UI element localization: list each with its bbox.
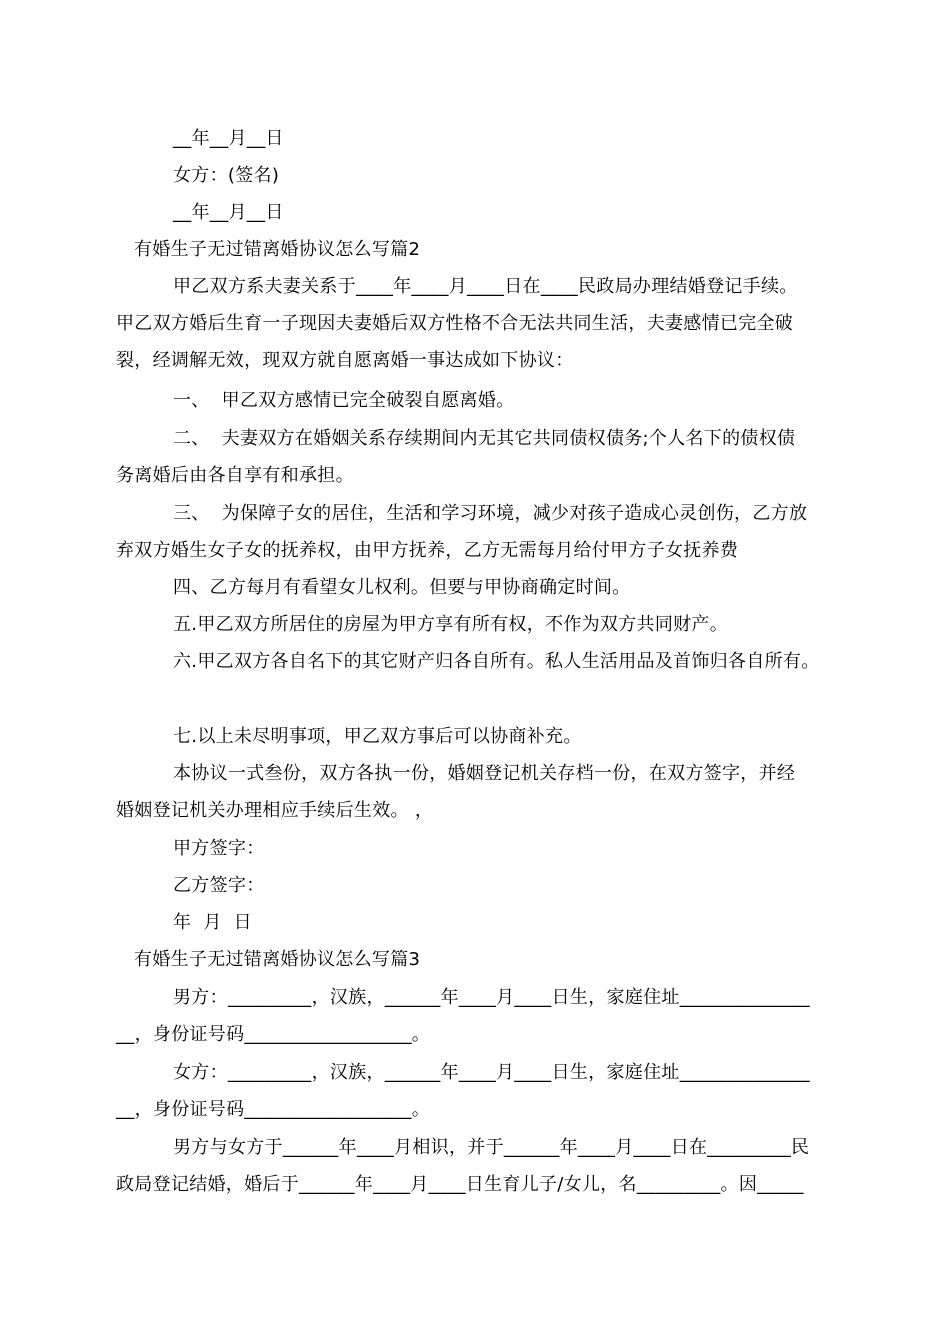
- female-info-line: 女方：_________，汉族，______年____月____日生，家庭住址______________: [173, 1062, 810, 1083]
- paragraph-line: 政局登记结婚，婚后于______年____月____日生育儿子/女儿，名_________。因_____: [116, 1174, 804, 1195]
- clause-1: 一、 甲乙双方感情已完全破裂自愿离婚。: [173, 390, 515, 411]
- clause-2: 二、 夫妻双方在婚姻关系存续期间内无其它共同债权债务;个人名下的债权债: [173, 428, 796, 449]
- signature-date-line: __年__月__日: [173, 202, 284, 223]
- paragraph-line: 婚姻登记机关办理相应手续后生效。 ，: [116, 800, 434, 821]
- clause-7: 七.以上未尽明事项，甲乙双方事后可以协商补充。: [173, 726, 582, 747]
- party-b-signature-line: 乙方签字：: [173, 875, 265, 896]
- date-line: 年 月 日: [173, 912, 252, 933]
- male-info-line-continued: __，身份证号码__________________。: [116, 1024, 431, 1045]
- clause-4: 四、乙方每月有看望女儿权利。但要与甲协商确定时间。: [173, 577, 631, 598]
- section-heading-2: 有婚生子无过错离婚协议怎么写篇2: [134, 239, 421, 260]
- clause-6: 六.甲乙双方各自名下的其它财产归各自所有。私人生活用品及首饰归各自所有。: [173, 651, 820, 672]
- clause-3: 三、 为保障子女的居住，生活和学习环境，减少对孩子造成心灵创伤，乙方放: [173, 503, 808, 524]
- male-info-line: 男方：_________，汉族，______年____月____日生，家庭住址______________: [173, 987, 810, 1008]
- clause-2-continued: 务离婚后由各自享有和承担。: [116, 465, 354, 486]
- paragraph-line: 甲乙双方婚后生育一子现因夫妻婚后双方性格不合无法共同生活，夫妻感情已完全破: [116, 313, 794, 334]
- section-heading-3: 有婚生子无过错离婚协议怎么写篇3: [134, 949, 421, 970]
- paragraph-line: 甲乙双方系夫妻关系于____年____月____日在____民政局办理结婚登记手续。: [173, 276, 798, 297]
- female-signature-line: 女方：(签名): [173, 165, 280, 186]
- paragraph-line: 裂，经调解无效，现双方就自愿离婚一事达成如下协议：: [116, 350, 574, 371]
- female-info-line-continued: __，身份证号码__________________。: [116, 1099, 431, 1120]
- paragraph-line: 男方与女方于______年____月相识，并于______年____月____日在_________民: [173, 1137, 810, 1158]
- clause-3-continued: 弃双方婚生女子女的抚养权，由甲方抚养，乙方无需每月给付甲方子女抚养费: [116, 540, 739, 561]
- clause-5: 五.甲乙双方所居住的房屋为甲方享有所有权，不作为双方共同财产。: [173, 614, 729, 635]
- paragraph-line: 本协议一式叁份，双方各执一份，婚姻登记机关存档一份，在双方签字，并经: [173, 763, 796, 784]
- party-a-signature-line: 甲方签字：: [173, 838, 265, 859]
- signature-date-line: __年__月__日: [173, 128, 284, 149]
